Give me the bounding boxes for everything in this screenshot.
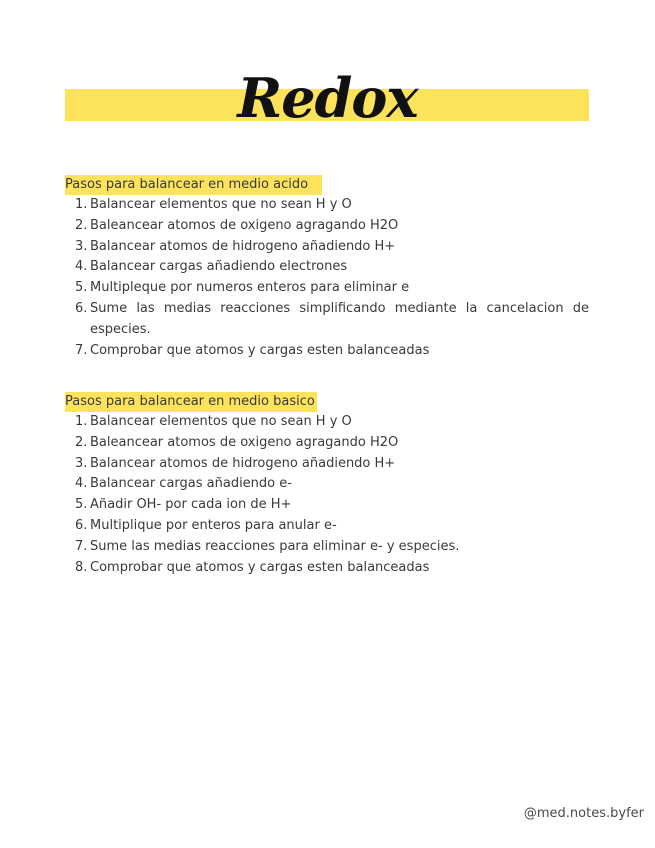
step-number: 4. bbox=[75, 259, 88, 275]
list-item bbox=[65, 195, 589, 216]
step-text: Balancear elementos que no sean H y O bbox=[90, 414, 352, 429]
step-text: Balancear atomos de hidrogeno añadiendo H+ bbox=[90, 455, 396, 471]
step-number: 2. bbox=[75, 434, 88, 450]
step-text: Balancear cargas añadiendo electrones bbox=[90, 259, 348, 275]
step-text: Baleancear atomos de oxigeno agragando H2O bbox=[90, 217, 399, 233]
step-number: 3. bbox=[75, 238, 88, 254]
step-number: 7. bbox=[75, 538, 88, 554]
step-text: Multiplique por enteros para anular e- bbox=[90, 517, 337, 533]
acid-steps-list bbox=[65, 195, 589, 361]
step-text: Sume las medias reacciones para eliminar e- y especies. bbox=[90, 538, 460, 554]
step-number: 5. bbox=[75, 280, 88, 296]
step-number: 4. bbox=[75, 476, 88, 492]
list-item bbox=[65, 299, 589, 341]
list-item bbox=[65, 237, 589, 258]
acid-heading: Pasos para balancear en medio acido bbox=[65, 175, 322, 195]
step-number: 6. bbox=[75, 300, 88, 316]
list-item bbox=[65, 454, 589, 475]
list-item bbox=[65, 278, 589, 299]
author-handle: @med.notes.byfer bbox=[523, 806, 644, 821]
step-number: 5. bbox=[75, 497, 88, 513]
step-number: 8. bbox=[75, 559, 88, 575]
step-text: Añadir OH- por cada ion de H+ bbox=[90, 497, 292, 513]
step-number: 1. bbox=[75, 414, 88, 429]
page-title: Redox bbox=[237, 66, 418, 130]
step-text: Sume las medias reacciones simplificando mediante la cancelacion de especies. bbox=[90, 300, 589, 337]
step-text: Multipleque por numeros enteros para eliminar e bbox=[90, 280, 410, 296]
list-item bbox=[65, 412, 589, 433]
step-text: Balancear atomos de hidrogeno añadiendo H+ bbox=[90, 238, 396, 254]
list-item bbox=[65, 433, 589, 454]
basic-steps-list bbox=[65, 412, 589, 578]
list-item bbox=[65, 341, 589, 362]
step-text: Balancear elementos que no sean H y O bbox=[90, 197, 352, 212]
acid-section bbox=[65, 173, 589, 361]
step-number: 6. bbox=[75, 517, 88, 533]
list-item bbox=[65, 537, 589, 558]
step-text: Baleancear atomos de oxigeno agragando H2O bbox=[90, 434, 399, 450]
list-item bbox=[65, 558, 589, 579]
list-item bbox=[65, 257, 589, 278]
list-item bbox=[65, 495, 589, 516]
step-number: 3. bbox=[75, 455, 88, 471]
step-number: 7. bbox=[75, 342, 88, 358]
basic-section bbox=[65, 390, 589, 578]
basic-heading: Pasos para balancear en medio basico bbox=[65, 392, 317, 412]
step-number: 2. bbox=[75, 217, 88, 233]
step-text: Comprobar que atomos y cargas esten balanceadas bbox=[90, 342, 430, 358]
step-text: Comprobar que atomos y cargas esten balanceadas bbox=[90, 559, 430, 575]
step-number: 1. bbox=[75, 197, 88, 212]
step-text: Balancear cargas añadiendo e- bbox=[90, 476, 292, 492]
list-item bbox=[65, 474, 589, 495]
list-item bbox=[65, 516, 589, 537]
list-item bbox=[65, 216, 589, 237]
